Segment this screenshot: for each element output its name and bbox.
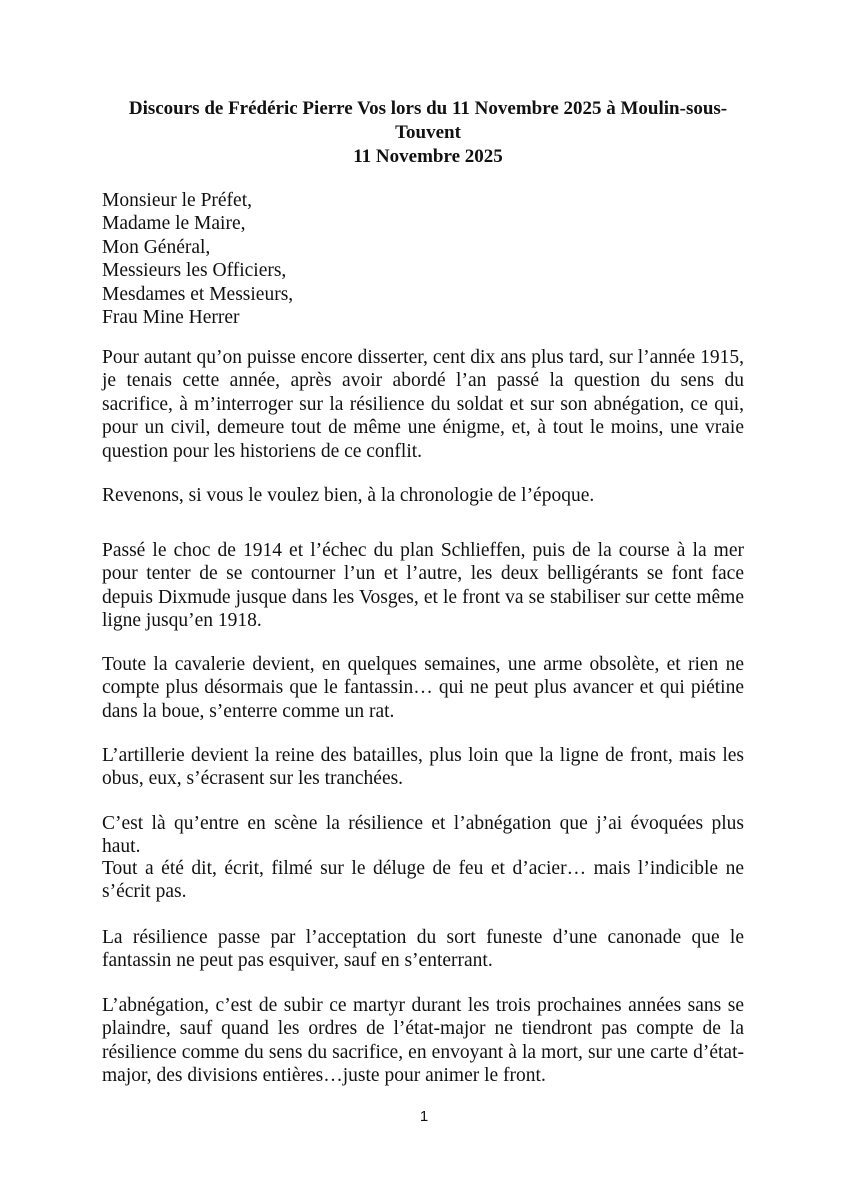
speech-title-line-1: Discours de Frédéric Pierre Vos lors du 11 Novembre 2025 à Moulin-sous- — [128, 98, 728, 119]
paragraph-7: Tout a été dit, écrit, filmé sur le déluge de feu et d’acier… mais l’indicible ne s’écrit pas. — [102, 858, 744, 903]
paragraph-2: Revenons, si vous le voulez bien, à la chronologie de l’époque. — [102, 485, 595, 506]
paragraph-3: Passé le choc de 1914 et l’échec du plan Schlieffen, puis de la course à la mer pour tenter de se contourner l’un et l’autre, les deux belligérants se font face depuis Dixmude jusque dans les Vosges, et le front va se stabiliser sur cette même ligne jusqu’en 1918. — [102, 540, 744, 632]
paragraph-1: Pour autant qu’on puisse encore disserter, cent dix ans plus tard, sur l’année 1915, je tenais cette année, après avoir abordé l’an passé la question du sens du sacrifice, à m’interroger sur la résilience du soldat et sur son abnégation, ce qui, pour un civil, demeure tout de même une énigme, et, à tout le moins, une vraie question pour les historiens de ce conflit. — [102, 347, 744, 462]
salutation-mesdames: Mesdames et Messieurs, — [102, 283, 294, 305]
salutation-frau: Frau Mine Herrer — [102, 307, 240, 329]
salutation-prefet: Monsieur le Préfet, — [102, 190, 253, 211]
paragraph-8: La résilience passe par l’acceptation du sort funeste d’une canonade que le fantassin ne peut pas esquiver, sauf en s’enterrant. — [102, 927, 744, 972]
speech-title-line-2: Touvent — [395, 122, 461, 143]
speech-date: 11 Novembre 2025 — [353, 146, 503, 167]
paragraph-6: C’est là qu’entre en scène la résilience et l’abnégation que j’ai évoquées plus haut. — [102, 813, 744, 858]
salutation-officiers: Messieurs les Officiers, — [102, 260, 287, 282]
speech-title-block — [100, 97, 756, 169]
salutation-maire: Madame le Maire, — [102, 213, 246, 235]
paragraph-4: Toute la cavalerie devient, en quelques semaines, une arme obsolète, et rien ne compte plus désormais que le fantassin… qui ne peut plus avancer et qui piétine dans la boue, s’enterre comme un rat. — [102, 654, 744, 722]
salutations — [102, 189, 742, 329]
salutation-general: Mon Général, — [102, 236, 211, 258]
paragraph-9: L’abnégation, c’est de subir ce martyr durant les trois prochaines années sans se plaindre, sauf quand les ordres de l’état-major ne tiendront pas compte de la résilience comme du sens du sacrifice, en envoyant à la mort, sur une carte d’état-major, des divisions entières…juste pour animer le front. — [102, 995, 744, 1087]
paragraph-5: L’artillerie devient la reine des batailles, plus loin que la ligne de front, mais les obus, eux, s’écrasent sur les tranchées. — [102, 745, 744, 790]
page-number: 1 — [419, 1108, 429, 1125]
